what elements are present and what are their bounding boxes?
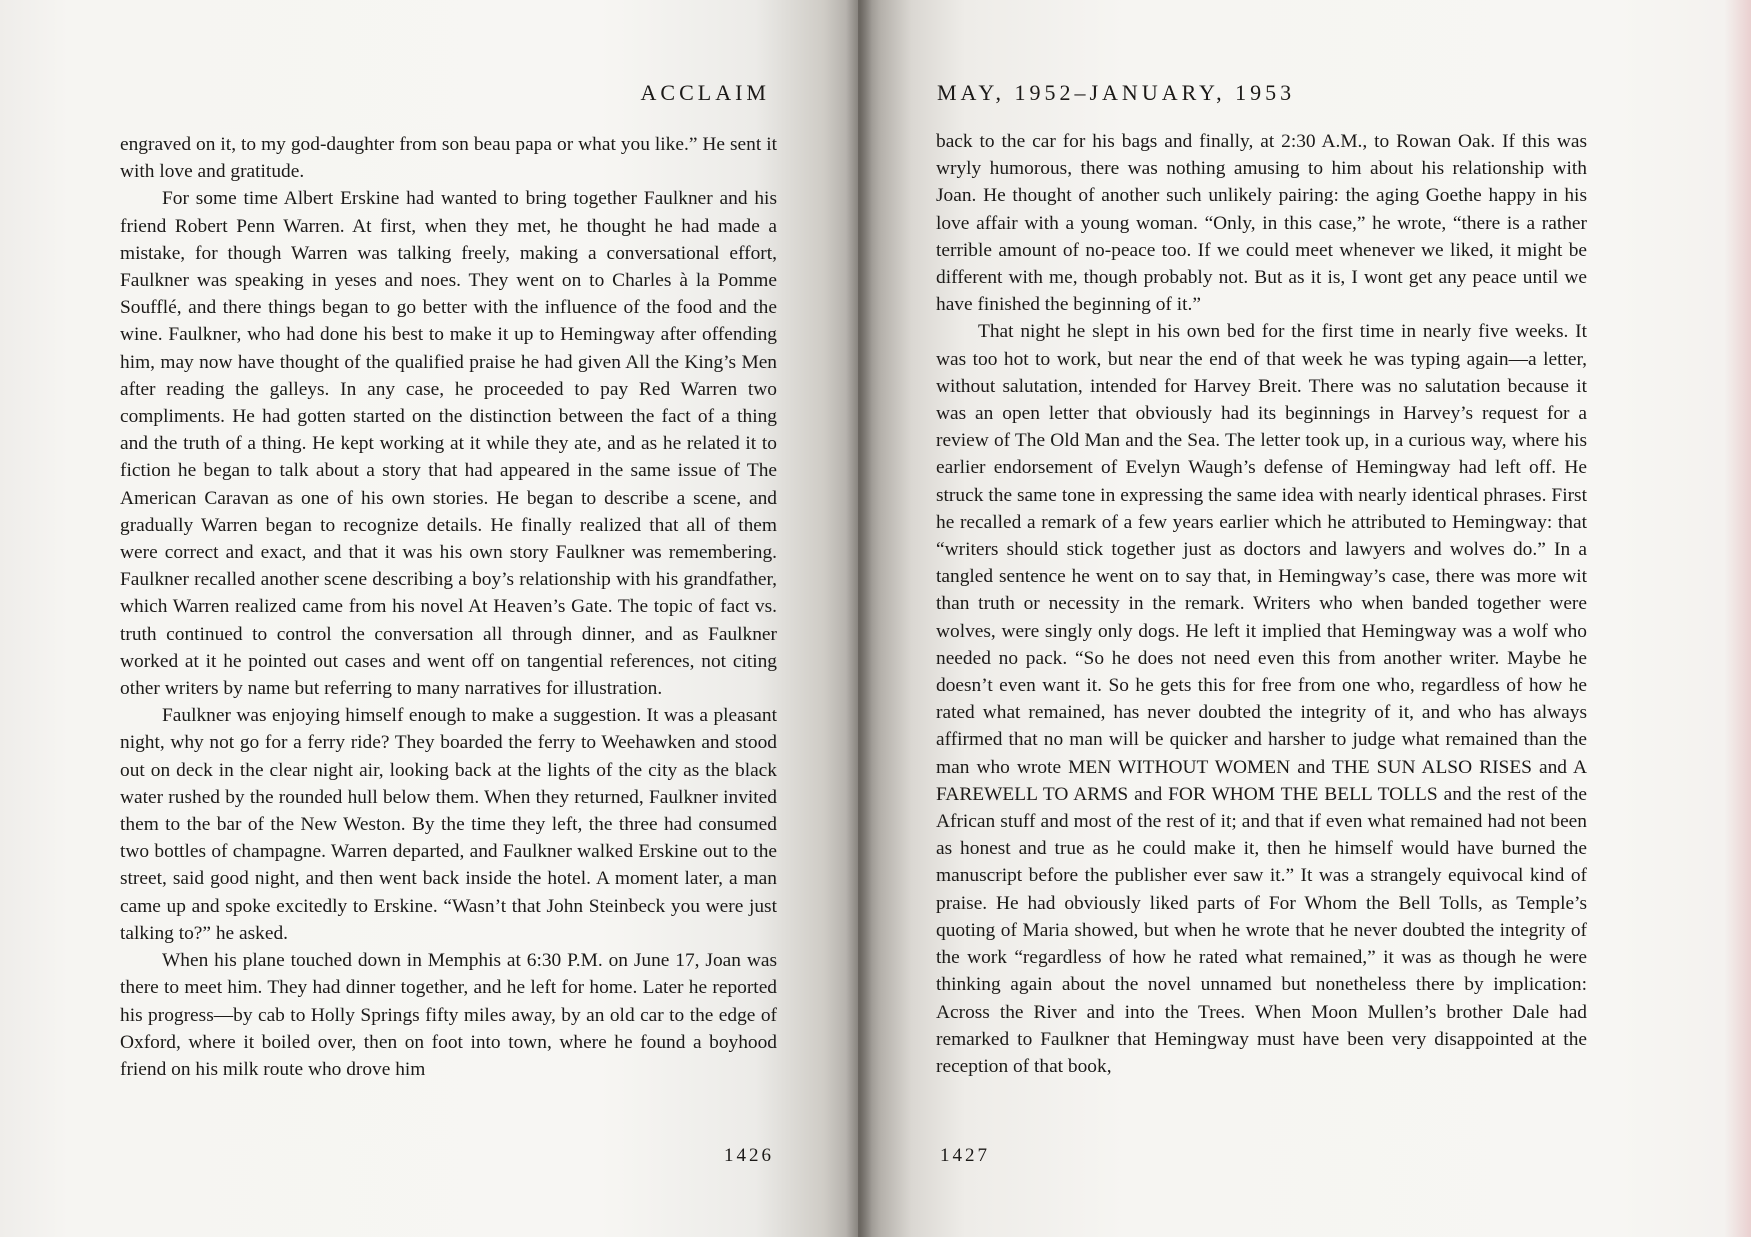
- book-gutter-shadow: [846, 0, 872, 1237]
- right-running-head: MAY, 1952–JANUARY, 1953: [937, 80, 1296, 105]
- paragraph: When his plane touched down in Memphis at 6:30 P.M. on June 17, Joan was there to meet him. They had dinner together, and he left for home. Later he reported his progress—by cab to Holly Springs fifty miles away, by an old car to the edge of Oxford, where it boiled over, then on foot into town, where he found a boyhood friend on his milk route who drove him: [120, 950, 777, 1080]
- paragraph: engraved on it, to my god-daughter from son beau papa or what you like.” He sent it with love and gratitude.: [120, 134, 777, 183]
- paragraph: For some time Albert Erskine had wanted to bring together Faulkner and his friend Robert Penn Warren. At first, when they met, he thought he had made a mistake, for though Warren was talking freely, making a conversational effort, Faulkner was speaking in yeses and noes. They went on to Charles à la Pomme Soufflé, and there things began to go better with the influence of the food and the wine. Faulkner, who had done his best to make it up to Hemingway after offending him, may now have thought of the qualified praise he had given All the King’s Men after reading the galleys. In any case, he proceeded to pay Red Warren two compliments. He had gotten started on the distinction between the fact of a thing and the truth of a thing. He kept working at it while they ate, and as he related it to fiction he began to talk about a story that had appeared in the same issue of The American Caravan as one of his own stories. He began to describe a scene, and gradually Warren began to recognize details. He finally realized that all of them were correct and exact, and that it was his own story Faulkner was remembering. Faulkner recalled another scene describing a boy’s relationship with his grandfather, which Warren realized came from his novel At Heaven’s Gate. The topic of fact vs. truth continued to control the conversation all through dinner, and as Faulkner worked at it he pointed out cases and went off on tangential references, not citing other writers by name but referring to many narratives for illustration.: [120, 188, 777, 700]
- right-page-text: [936, 128, 1587, 1080]
- paragraph: That night he slept in his own bed for the first time in nearly five weeks. It was too hot to work, but near the end of that week he was typing again—a letter, without salutation, intended for Harvey Breit. There was no salutation because it was an open letter that obviously had its beginnings in Harvey’s request for a review of The Old Man and the Sea. The letter took up, in a curious way, where his earlier endorsement of Evelyn Waugh’s defense of Hemingway had left off. He struck the same tone in expressing the same idea with nearly identical phrases. First he recalled a remark of a few years earlier which he attributed to Hemingway: that “writers should stick together just as doctors and lawyers and wolves do.” In a tangled sentence he went on to say that, in Hemingway’s case, there was more wit than truth or necessity in the remark. Writers who when banded together were wolves, were singly only dogs. He left it implied that Hemingway was a wolf who needed no pack. “So he does not need even this from another writer. Maybe he doesn’t even want it. So he gets this for free from one who, regardless of how he rated what remained, has never doubted the integrity of it, and who has always affirmed that no man will be quicker and harsher to judge what remained than the man who wrote MEN WITHOUT WOMEN and THE SUN ALSO RISES and A FAREWELL TO ARMS and FOR WHOM THE BELL TOLLS and the rest of the African stuff and most of the rest of it; and that if even what remained had not been as honest and true as he could make it, then he himself would have burned the manuscript before the publisher ever saw it.” It was a strangely equivocal kind of praise. He had obviously liked parts of For Whom the Bell Tolls, as Temple’s quoting of Maria showed, but when he wrote that he never doubted the integrity of the work “regardless of how he rated what remained,” it was as though he were thinking again about the novel unnamed but nonetheless there by implication: Across the River and into the Trees. When Moon Mullen’s brother Dale had remarked to Faulkner that Hemingway must have been very disappointed at the reception of that book,: [936, 321, 1587, 1077]
- paragraph: back to the car for his bags and finally, at 2:30 A.M., to Rowan Oak. If this was wryly humorous, there was nothing amusing to him about his relationship with Joan. He thought of another such unlikely pairing: the aging Goethe happy in his love affair with a young woman. “Only, in this case,” he wrote, “there is a rather terrible amount of no-peace too. If we could meet whenever we liked, it might be different with me, though probably not. But as it is, I wont get any peace until we have finished the beginning of it.”: [936, 131, 1587, 316]
- left-page-number: 1426: [724, 1145, 774, 1166]
- left-page: [0, 0, 858, 1237]
- left-page-text: [120, 131, 777, 1083]
- left-running-head: ACCLAIM: [640, 80, 770, 105]
- right-page-number: 1427: [940, 1145, 990, 1166]
- right-page: [858, 0, 1751, 1237]
- paragraph: Faulkner was enjoying himself enough to make a suggestion. It was a pleasant night, why not go for a ferry ride? They boarded the ferry to Weehawken and stood out on deck in the clear night air, looking back at the lights of the city as the black water rushed by the rounded hull below them. When they returned, Faulkner invited them to the bar of the New Weston. By the time they left, the three had consumed two bottles of champagne. Warren departed, and Faulkner walked Erskine out to the street, said good night, and then went back inside the hotel. A moment later, a man came up and spoke excitedly to Erskine. “Wasn’t that John Steinbeck you were just talking to?” he asked.: [120, 705, 777, 944]
